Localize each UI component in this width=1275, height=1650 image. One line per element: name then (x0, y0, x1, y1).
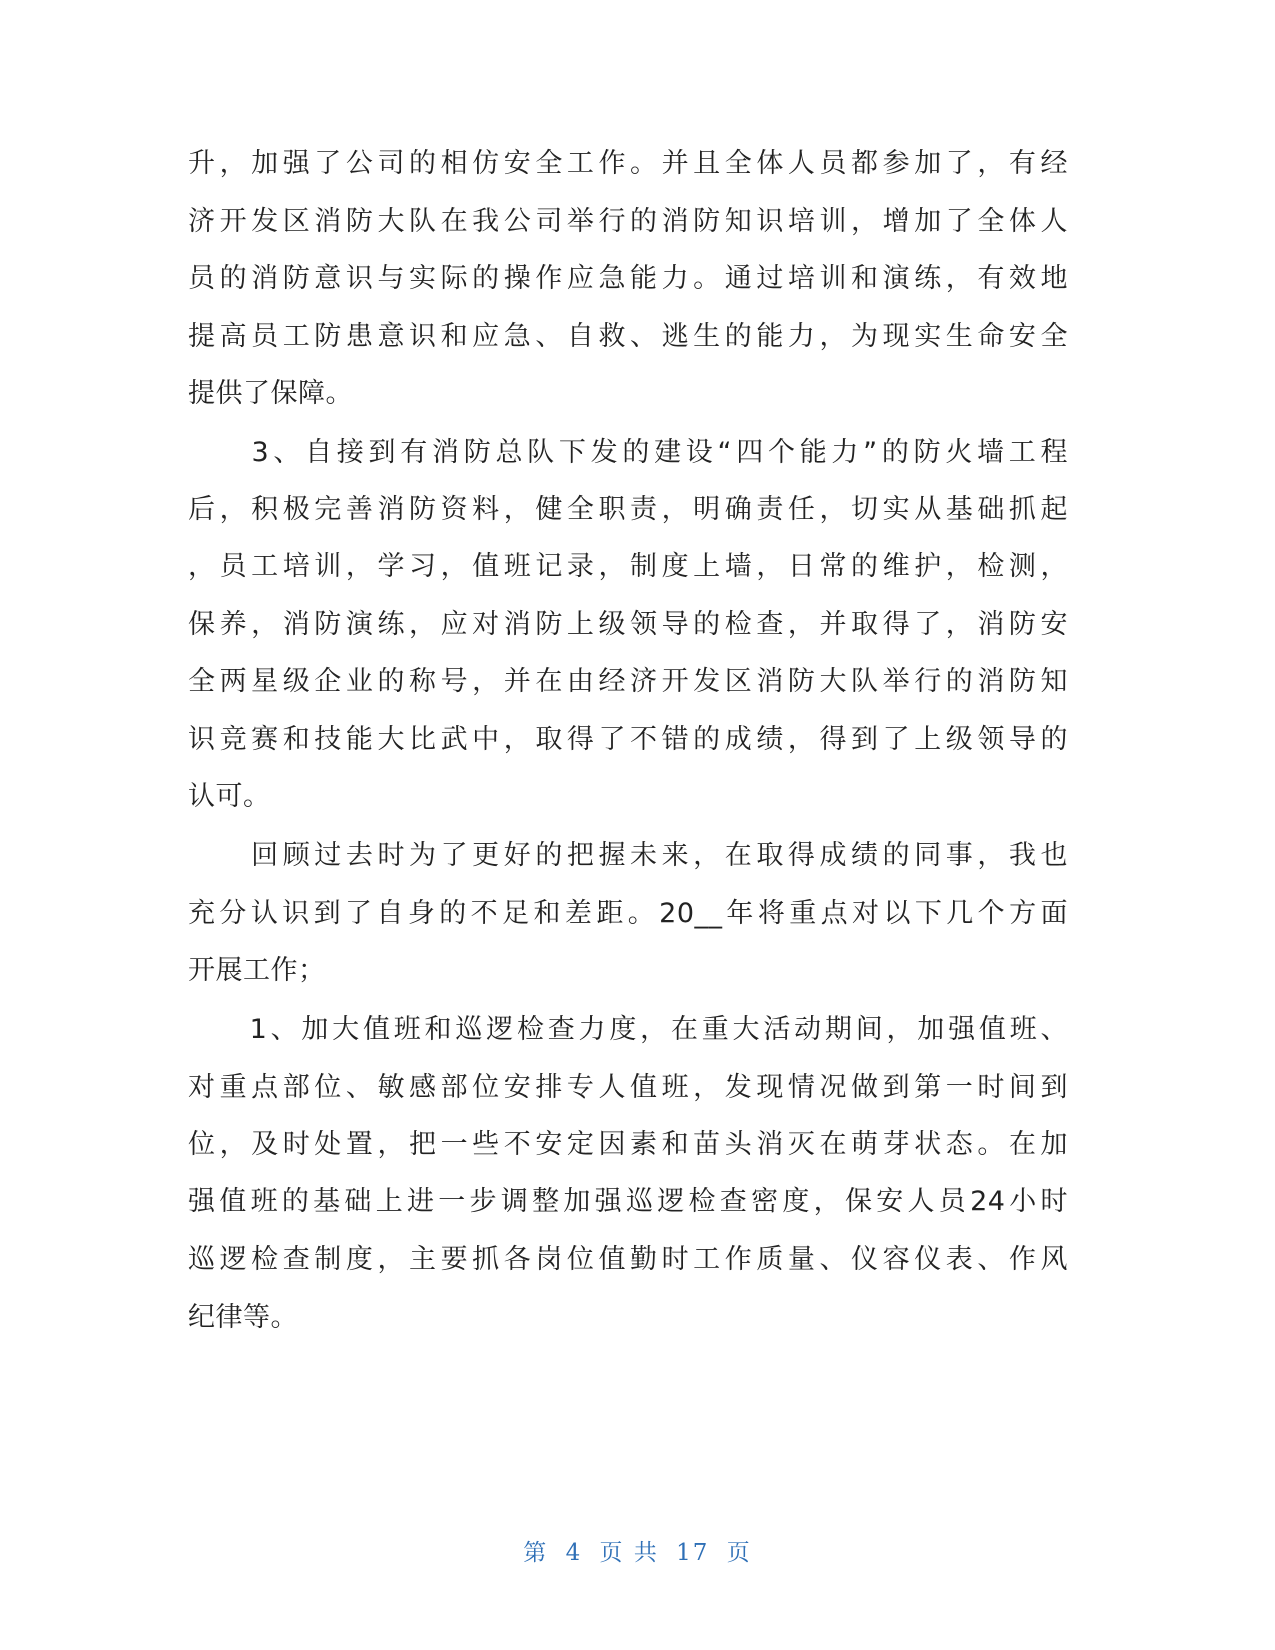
text-line: 全两星级企业的称号，并在由经济开发区消防大队举行的消防知 (188, 666, 1068, 697)
text-line: 员的消防意识与实际的操作应急能力。通过培训和演练，有效地 (188, 263, 1068, 294)
footer-total-pages: 17 (676, 1540, 710, 1566)
footer-prefix: 第 (523, 1540, 549, 1566)
footer-suffix: 页 (726, 1540, 752, 1566)
text-line: 1、加大值班和巡逻检查力度，在重大活动期间，加强值班、 (188, 1014, 1068, 1045)
text-line: 后，积极完善消防资料，健全职责，明确责任，切实从基础抓起 (188, 494, 1068, 525)
text-line: 济开发区消防大队在我公司举行的消防知识培训，增加了全体人 (188, 206, 1068, 237)
text-line: 对重点部位、敏感部位安排专人值班，发现情况做到第一时间到 (188, 1072, 1068, 1103)
text-line: 充分认识到了自身的不足和差距。20__年将重点对以下几个方面 (188, 898, 1068, 929)
text-line: 位，及时处置，把一些不安定因素和苗头消灭在萌芽状态。在加 (188, 1129, 1068, 1160)
text-line: 强值班的基础上进一步调整加强巡逻检查密度，保安人员24小时 (188, 1186, 1068, 1217)
text-line: 认可。 (188, 781, 271, 812)
text-line: 提高员工防患意识和应急、自救、逃生的能力，为现实生命安全 (188, 321, 1068, 352)
footer-middle: 页 共 (599, 1540, 659, 1566)
text-line: 巡逻检查制度，主要抓各岗位值勤时工作质量、仪容仪表、作风 (188, 1244, 1068, 1275)
text-line: 升，加强了公司的相仿安全工作。并且全体人员都参加了，有经 (188, 148, 1068, 179)
text-line: 回顾过去时为了更好的把握未来，在取得成绩的同事，我也 (188, 840, 1068, 871)
text-line: 纪律等。 (188, 1302, 298, 1333)
footer-page-number: 4 (565, 1540, 583, 1566)
text-line: 提供了保障。 (188, 378, 353, 409)
text-line: 3、自接到有消防总队下发的建设“四个能力”的防火墙工程 (188, 437, 1068, 468)
text-line: 开展工作； (188, 955, 326, 986)
text-line: 保养，消防演练，应对消防上级领导的检查，并取得了，消防安 (188, 609, 1068, 640)
page-footer (0, 1534, 1275, 1567)
text-line: 识竞赛和技能大比武中，取得了不错的成绩，得到了上级领导的 (188, 724, 1068, 755)
text-line: ，员工培训，学习，值班记录，制度上墙，日常的维护，检测， (188, 551, 1068, 582)
